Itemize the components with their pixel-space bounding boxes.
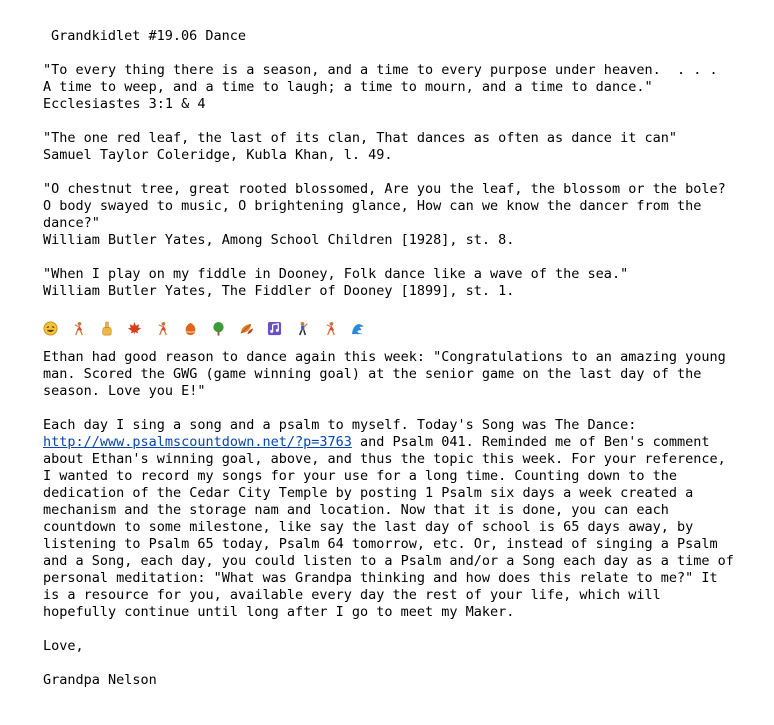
paragraph-line: mechanism and the storage nam and location. Now that it is done, you can each [43,502,669,518]
quote-line: A time to weep, and a time to laugh; a time to mourn, and a time to dance." [43,79,653,95]
quote-2 [43,130,763,164]
page-title: Grandkidlet #19.06 Dance [51,28,247,44]
paragraph-line: and a Song, each day, you could listen to a Psalm and/or a Song each day as a time of [43,553,734,569]
chestnut-icon [183,321,198,336]
quote-source: William Butler Yates, The Fiddler of Dooney [1899], st. 1. [43,283,515,299]
paragraph-text: and Psalm 041. Reminded me of Ben's comment [351,434,710,450]
paragraph-line: personal meditation: "What was Grandpa thinking and how does this relate to me?" It [43,570,718,586]
grinning-face-icon [43,321,58,336]
paragraph-line: Each day I sing a song and a psalm to myself. Today's Song was The Dance: [43,417,637,433]
man-dancing-icon [295,321,310,336]
paragraph-line: about Ethan's winning goal, above, and thus the topic this week. For your reference, [43,451,726,467]
quote-4 [43,266,763,300]
letter [43,24,763,689]
quote-source: Ecclesiastes 3:1 & 4 [43,96,206,112]
quote-1 [43,62,763,113]
quote-line: dance?" [43,215,100,231]
paragraph-line: is a resource for you, available every day the rest of your life, which will [43,587,661,603]
dancer-icon [71,321,86,336]
paragraph-line: dedication of the Cedar City Temple by posting 1 Psalm six days a week created a [43,485,694,501]
dancer-icon [323,321,338,336]
signature: Grandpa Nelson [43,672,157,688]
quote-3 [43,181,763,249]
paragraph-line: countdown to some milestone, like say the last day of school is 65 days away, by [43,519,694,535]
quote-source: William Butler Yates, Among School Children [1928], st. 8. [43,232,515,248]
wave-icon [351,321,366,336]
quote-line: O body swayed to music, O brightening glance, How can we know the dancer from the [43,198,702,214]
music-notes-icon [267,321,282,336]
paragraph-line: man. Scored the GWG (game winning goal) at the senior game on the last day of the [43,366,702,382]
psalms-countdown-link[interactable]: http://www.psalmscountdown.net/?p=3763 [43,434,352,450]
paragraph-songs [43,417,763,621]
quote-line: "When I play on my fiddle in Dooney, Folk dance like a wave of the sea." [43,266,629,282]
pointing-hand-icon [99,321,114,336]
tree-icon [211,321,226,336]
maple-leaf-icon [127,321,142,336]
quote-line: "The one red leaf, the last of its clan, That dances as often as dance it can" [43,130,677,146]
quote-line: "O chestnut tree, great rooted blossomed, Are you the leaf, the blossom or the bole? [43,181,726,197]
dancer-icon [155,321,170,336]
paragraph-line [43,434,763,451]
closing: Love, [43,638,84,654]
quote-source: Samuel Taylor Coleridge, Kubla Khan, l. 49. [43,147,393,163]
emoji-row [43,317,763,339]
paragraph-line: listening to Psalm 65 today, Psalm 64 tomorrow, etc. Or, instead of singing a Psalm [43,536,718,552]
paragraph-line: season. Love you E!" [43,383,206,399]
quote-line: "To every thing there is a season, and a time to every purpose under heaven. . . . [43,62,718,78]
paragraph-line: Ethan had good reason to dance again this week: "Congratulations to an amazing young [43,349,726,365]
paragraph-ethan [43,349,763,400]
fallen-leaf-icon [239,321,254,336]
paragraph-line: I wanted to record my songs for your use for a long time. Counting down to the [43,468,677,484]
paragraph-line: hopefully continue until long after I go to meet my Maker. [43,604,515,620]
